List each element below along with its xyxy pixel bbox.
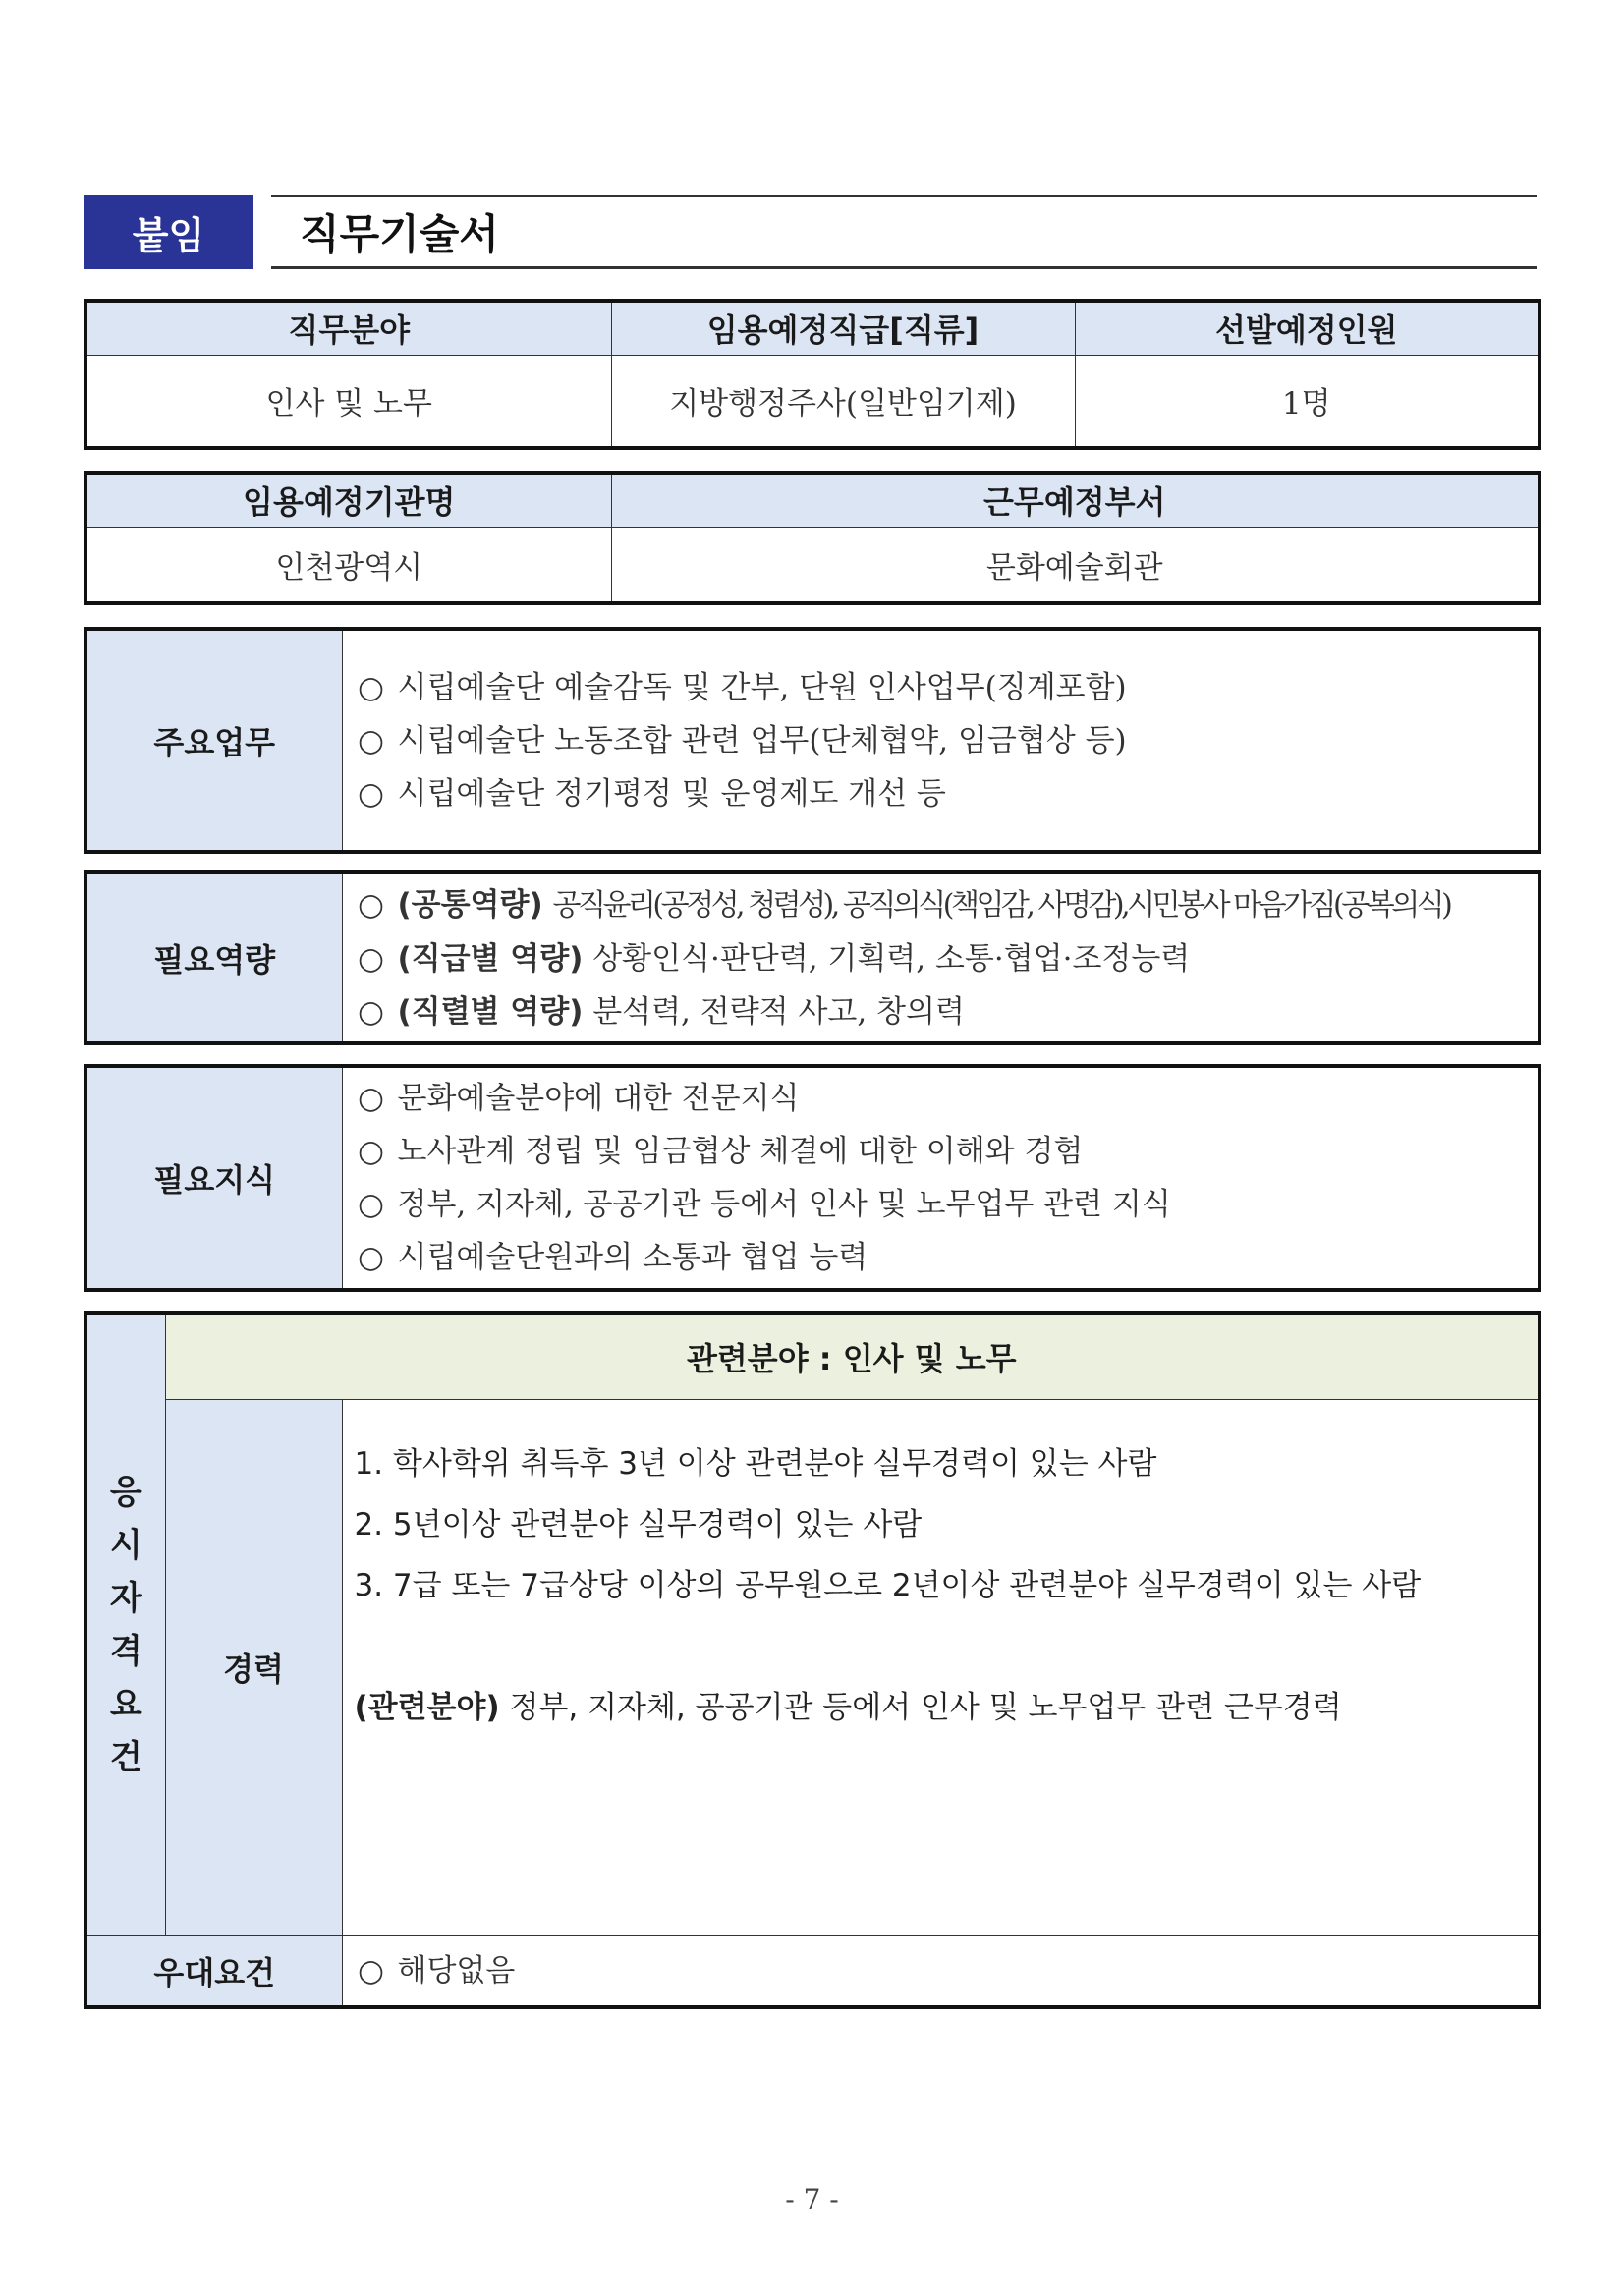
- list-item: ○ 노사관계 정립 및 임금협상 체결에 대한 이해와 경험: [355, 1125, 1539, 1178]
- value-grade: 지방행정주사(일반임기제): [611, 355, 1075, 448]
- value-job-field: 인사 및 노무: [85, 355, 611, 448]
- career-label: 경력: [165, 1399, 342, 1935]
- knowledge-table: [84, 1064, 1541, 1292]
- title-bottom-rule: [271, 266, 1537, 269]
- value-headcount: 1명: [1075, 355, 1540, 448]
- circle-bullet-icon: ○: [357, 722, 385, 758]
- position-table: [84, 299, 1541, 450]
- page-title: 직무기술서: [300, 210, 499, 258]
- list-item: ○ 정부, 지자체, 공공기관 등에서 인사 및 노무업무 관련 지식: [355, 1178, 1539, 1231]
- circle-bullet-icon: ○: [357, 886, 385, 923]
- related-field-note: (관련분야) 정부, 지자체, 공공기관 등에서 인사 및 노무업무 관련 근무경력: [354, 1689, 1342, 1725]
- circle-bullet-icon: ○: [357, 1952, 385, 1988]
- list-item: ○ (직렬별 역량) 분석력, 전략적 사고, 창의력: [355, 985, 1539, 1038]
- competency-table: [84, 870, 1541, 1045]
- career-list: [342, 1399, 1540, 1935]
- list-item: ○ 시립예술단 노동조합 관련 업무(단체협약, 임금협상 등): [355, 714, 1539, 767]
- circle-bullet-icon: ○: [357, 1134, 385, 1169]
- value-department: 문화예술회관: [611, 527, 1540, 603]
- knowledge-list: [342, 1066, 1540, 1290]
- value-agency: 인천광역시: [85, 527, 611, 603]
- list-item: 3. 7급 또는 7급상당 이상의 공무원으로 2년이상 관련분야 실무경력이 있는 사람: [354, 1567, 1422, 1603]
- header-headcount: 선발예정인원: [1075, 301, 1540, 355]
- circle-bullet-icon: ○: [357, 1081, 385, 1116]
- page-number: - 7 -: [785, 2183, 839, 2215]
- duties-label: 주요업무: [85, 629, 342, 852]
- list-item: 2. 5년이상 관련분야 실무경력이 있는 사람: [354, 1506, 923, 1542]
- preference-label: 우대요건: [85, 1935, 342, 2007]
- list-item: 1. 학사학위 취득후 3년 이상 관련분야 실무경력이 있는 사람: [354, 1445, 1157, 1482]
- attachment-tag: 붙임: [84, 195, 253, 269]
- list-item: ○ (공통역량) 공직윤리(공정성, 청렴성), 공직의식(책임감, 사명감),시민봉사 마음가짐(공복의식): [355, 878, 1539, 932]
- circle-bullet-icon: ○: [357, 669, 385, 705]
- list-item: ○ 시립예술단 정기평정 및 운영제도 개선 등: [355, 767, 1539, 820]
- circle-bullet-icon: ○: [357, 993, 385, 1030]
- header-department: 근무예정부서: [611, 473, 1540, 527]
- header-agency: 임용예정기관명: [85, 473, 611, 527]
- list-item: ○ (직급별 역량) 상황인식·판단력, 기획력, 소통·협업·조정능력: [355, 932, 1539, 985]
- title-top-rule: [271, 195, 1537, 197]
- circle-bullet-icon: ○: [357, 775, 385, 812]
- preference-value: ○ 해당없음: [342, 1935, 1540, 2007]
- qualification-table: [84, 1311, 1541, 2009]
- list-item: ○ 문화예술분야에 대한 전문지식: [355, 1072, 1539, 1125]
- header-job-field: 직무분야: [85, 301, 611, 355]
- duties-table: [84, 627, 1541, 854]
- duties-list: [342, 629, 1540, 852]
- knowledge-label: 필요지식: [85, 1066, 342, 1290]
- circle-bullet-icon: ○: [357, 1187, 385, 1222]
- circle-bullet-icon: ○: [357, 1240, 385, 1275]
- circle-bullet-icon: ○: [357, 940, 385, 977]
- qualification-label: 응 시 자 격 요 건: [85, 1313, 165, 1935]
- list-item: ○ 시립예술단원과의 소통과 협업 능력: [355, 1231, 1539, 1284]
- agency-table: [84, 471, 1541, 605]
- list-item: ○ 시립예술단 예술감독 및 간부, 단원 인사업무(징계포함): [355, 661, 1539, 714]
- header-grade: 임용예정직급[직류]: [611, 301, 1075, 355]
- related-field-title: 관련분야 : 인사 및 노무: [165, 1313, 1540, 1399]
- competency-list: [342, 872, 1540, 1043]
- competency-label: 필요역량: [85, 872, 342, 1043]
